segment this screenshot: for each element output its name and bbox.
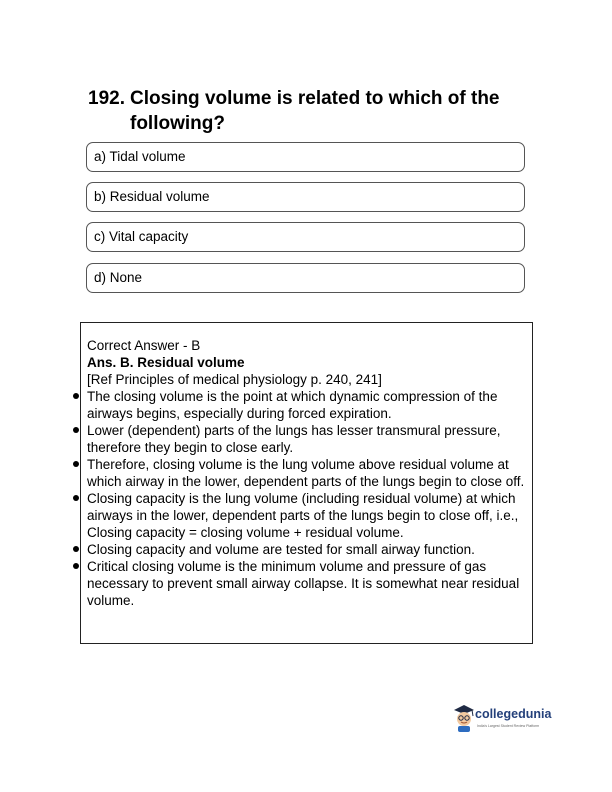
explanation-point: Closing capacity is the lung volume (including residual volume) at which airways in the lower, dependent parts of the lungs begin to close off, i.e., Closing capacity = closing volume + residual volume. bbox=[87, 490, 527, 541]
collegedunia-logo[interactable] bbox=[452, 704, 552, 734]
question-text: Closing volume is related to which of the following? bbox=[130, 88, 500, 134]
explanation-point: The closing volume is the point at which dynamic compression of the airways begins, especially during forced expiration. bbox=[87, 388, 527, 422]
option-d[interactable]: d) None bbox=[86, 263, 525, 293]
explanation-point: Therefore, closing volume is the lung volume above residual volume at which airway in the lower, dependent parts of the lungs begin to close off. bbox=[87, 456, 527, 490]
explanation-point: Closing capacity and volume are tested for small airway function. bbox=[87, 541, 527, 558]
answer-heading: Ans. B. Residual volume bbox=[87, 355, 245, 370]
option-a[interactable]: a) Tidal volume bbox=[86, 142, 525, 172]
option-c[interactable]: c) Vital capacity bbox=[86, 222, 525, 252]
mascot-icon bbox=[452, 704, 476, 732]
bullet-icon bbox=[73, 393, 79, 399]
bullet-icon bbox=[73, 546, 79, 552]
option-b[interactable]: b) Residual volume bbox=[86, 182, 525, 212]
correct-answer-line: Correct Answer - B bbox=[87, 338, 201, 353]
answer-reference: [Ref Principles of medical physiology p. 240, 241] bbox=[87, 372, 382, 387]
explanation-point: Lower (dependent) parts of the lungs has lesser transmural pressure, therefore they begin to close early. bbox=[87, 422, 527, 456]
question-heading bbox=[88, 86, 538, 136]
explanation-point: Critical closing volume is the minimum volume and pressure of gas necessary to prevent small airway collapse. It is somewhat near residual volume. bbox=[87, 558, 527, 609]
question-number: 192. bbox=[88, 88, 125, 109]
logo-tagline: India's Largest Student Review Platform bbox=[477, 724, 540, 728]
bullet-icon bbox=[73, 427, 79, 433]
answer-content bbox=[87, 337, 527, 609]
bullet-icon bbox=[73, 563, 79, 569]
bullet-icon bbox=[73, 461, 79, 467]
bullet-icon bbox=[73, 495, 79, 501]
explanation-list bbox=[87, 388, 527, 609]
logo-brand-text: collegedunia bbox=[475, 707, 552, 721]
